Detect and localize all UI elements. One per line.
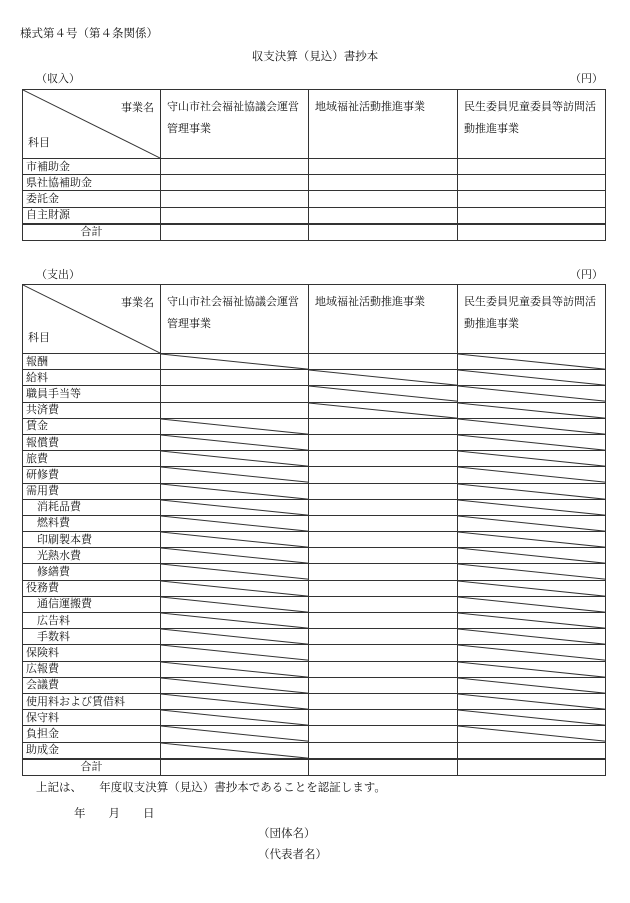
amount-cell[interactable] — [458, 661, 606, 677]
amount-cell[interactable] — [309, 710, 458, 726]
expense-row — [23, 515, 606, 531]
strike-through-line — [161, 710, 308, 725]
amount-cell[interactable] — [161, 386, 309, 402]
item-label: 会議費 — [23, 677, 161, 693]
column-header: 地域福祉活動推進事業 — [309, 285, 458, 354]
item-label: 市補助金 — [23, 159, 161, 175]
item-label: 旅費 — [23, 451, 161, 467]
total-amount-cell[interactable] — [458, 224, 606, 241]
amount-cell[interactable] — [309, 515, 458, 531]
expense-header-row — [23, 285, 606, 354]
amount-cell[interactable] — [309, 596, 458, 612]
total-amount-cell[interactable] — [309, 759, 458, 776]
amount-cell[interactable] — [309, 580, 458, 596]
amount-cell[interactable] — [161, 483, 309, 499]
amount-cell[interactable] — [309, 564, 458, 580]
expense-row — [23, 370, 606, 386]
column-header: 民生委員児童委員等訪問活動推進事業 — [458, 285, 606, 354]
amount-cell[interactable] — [161, 580, 309, 596]
amount-cell[interactable] — [309, 532, 458, 548]
amount-cell[interactable] — [161, 175, 309, 191]
expense-row — [23, 645, 606, 661]
strike-through-line — [161, 597, 308, 612]
amount-cell[interactable] — [458, 693, 606, 709]
total-amount-cell[interactable] — [309, 224, 458, 241]
item-label: 助成金 — [23, 742, 161, 759]
item-label: 広報費 — [23, 661, 161, 677]
strike-through-line — [458, 678, 605, 693]
expense-row — [23, 677, 606, 693]
strike-through-line — [458, 467, 605, 482]
amount-cell[interactable] — [161, 418, 309, 434]
amount-cell[interactable] — [161, 629, 309, 645]
amount-cell[interactable] — [309, 159, 458, 175]
strike-through-line — [161, 694, 308, 709]
amount-cell[interactable] — [309, 207, 458, 224]
strike-through-line — [458, 419, 605, 434]
amount-cell[interactable] — [161, 159, 309, 175]
column-header: 守山市社会福祉協議会運営管理事業 — [161, 90, 309, 159]
corner-item-label: 科目 — [28, 136, 50, 149]
expense-row — [23, 483, 606, 499]
strike-through-line — [458, 548, 605, 563]
strike-through-line — [161, 516, 308, 531]
certification-statement: 上記は、 年度収支決算（見込）書抄本であることを認証します。 — [36, 780, 386, 794]
expense-unit-label: （円） — [570, 268, 603, 281]
amount-cell[interactable] — [458, 483, 606, 499]
income-unit-label: （円） — [570, 72, 603, 85]
amount-cell[interactable] — [161, 548, 309, 564]
representative-name-label: （代表者名） — [258, 847, 327, 861]
amount-cell[interactable] — [309, 499, 458, 515]
amount-cell[interactable] — [458, 402, 606, 418]
amount-cell[interactable] — [309, 742, 458, 759]
expense-row — [23, 467, 606, 483]
amount-cell[interactable] — [458, 532, 606, 548]
expense-row — [23, 596, 606, 612]
total-amount-cell[interactable] — [161, 224, 309, 241]
item-label: 手数料 — [23, 629, 161, 645]
strike-through-line — [161, 726, 308, 741]
amount-cell[interactable] — [309, 645, 458, 661]
strike-through-line — [458, 726, 605, 741]
amount-cell[interactable] — [309, 451, 458, 467]
amount-cell[interactable] — [161, 191, 309, 207]
amount-cell[interactable] — [309, 175, 458, 191]
expense-row — [23, 742, 606, 759]
form-number: 様式第４号（第４条関係） — [20, 26, 158, 40]
strike-through-line — [161, 581, 308, 596]
total-amount-cell[interactable] — [458, 759, 606, 776]
strike-through-line — [458, 581, 605, 596]
income-row — [23, 207, 606, 224]
column-header: 民生委員児童委員等訪問活動推進事業 — [458, 90, 606, 159]
strike-through-line — [161, 662, 308, 677]
strike-through-line — [161, 484, 308, 499]
strike-through-line — [161, 629, 308, 644]
strike-through-line — [161, 645, 308, 660]
amount-cell[interactable] — [309, 191, 458, 207]
amount-cell[interactable] — [309, 693, 458, 709]
strike-through-line — [458, 370, 605, 385]
amount-cell[interactable] — [458, 645, 606, 661]
expense-row — [23, 580, 606, 596]
strike-through-line — [309, 403, 457, 418]
amount-cell[interactable] — [309, 613, 458, 629]
amount-cell[interactable] — [458, 467, 606, 483]
amount-cell[interactable] — [161, 499, 309, 515]
amount-cell[interactable] — [309, 434, 458, 450]
expense-row — [23, 402, 606, 418]
item-label: 共済費 — [23, 402, 161, 418]
strike-through-line — [161, 678, 308, 693]
amount-cell[interactable] — [309, 661, 458, 677]
amount-cell[interactable] — [161, 710, 309, 726]
expense-row — [23, 434, 606, 450]
amount-cell[interactable] — [458, 159, 606, 175]
strike-through-line — [458, 451, 605, 466]
strike-through-line — [161, 451, 308, 466]
amount-cell[interactable] — [309, 677, 458, 693]
total-row — [23, 224, 606, 241]
amount-cell[interactable] — [309, 548, 458, 564]
income-header-row — [23, 90, 606, 159]
date-line: 年 月 日 — [74, 806, 155, 820]
amount-cell[interactable] — [309, 726, 458, 742]
amount-cell[interactable] — [161, 613, 309, 629]
strike-through-line — [458, 500, 605, 515]
expense-section-label: （支出） — [36, 268, 80, 281]
expense-row — [23, 726, 606, 742]
amount-cell[interactable] — [309, 418, 458, 434]
income-table — [22, 89, 606, 241]
strike-through-line — [161, 548, 308, 563]
amount-cell[interactable] — [458, 742, 606, 759]
item-label: 燃料費 — [23, 515, 161, 531]
amount-cell[interactable] — [458, 548, 606, 564]
amount-cell[interactable] — [161, 661, 309, 677]
item-label: 職員手当等 — [23, 386, 161, 402]
amount-cell[interactable] — [309, 354, 458, 370]
expense-row — [23, 499, 606, 515]
amount-cell[interactable] — [458, 354, 606, 370]
amount-cell[interactable] — [458, 564, 606, 580]
strike-through-line — [161, 613, 308, 628]
amount-cell[interactable] — [161, 645, 309, 661]
strike-through-line — [161, 354, 308, 369]
item-label: 消耗品費 — [23, 499, 161, 515]
amount-cell[interactable] — [458, 434, 606, 450]
income-corner-cell — [23, 90, 161, 159]
total-row — [23, 759, 606, 776]
strike-through-line — [161, 435, 308, 450]
strike-through-line — [458, 484, 605, 499]
corner-item-label: 科目 — [28, 331, 50, 344]
expense-row — [23, 613, 606, 629]
strike-through-line — [458, 386, 605, 401]
amount-cell[interactable] — [309, 629, 458, 645]
strike-through-line — [458, 645, 605, 660]
income-row — [23, 191, 606, 207]
amount-cell[interactable] — [458, 370, 606, 386]
amount-cell[interactable] — [458, 451, 606, 467]
item-label: 印刷製本費 — [23, 532, 161, 548]
item-label: 需用費 — [23, 483, 161, 499]
strike-through-line — [458, 710, 605, 725]
organization-name-label: （団体名） — [258, 826, 316, 840]
expense-row — [23, 661, 606, 677]
expense-row — [23, 693, 606, 709]
income-section-label: （収入） — [36, 72, 80, 85]
expense-corner-cell — [23, 285, 161, 354]
item-label: 修繕費 — [23, 564, 161, 580]
expense-row — [23, 386, 606, 402]
total-amount-cell[interactable] — [161, 759, 309, 776]
amount-cell[interactable] — [458, 726, 606, 742]
column-header: 地域福祉活動推進事業 — [309, 90, 458, 159]
item-label: 委託金 — [23, 191, 161, 207]
strike-through-line — [458, 403, 605, 418]
item-label: 負担金 — [23, 726, 161, 742]
amount-cell[interactable] — [458, 677, 606, 693]
expense-row — [23, 418, 606, 434]
strike-through-line — [161, 564, 308, 579]
item-label: 広告料 — [23, 613, 161, 629]
strike-through-line — [458, 694, 605, 709]
strike-through-line — [458, 597, 605, 612]
amount-cell[interactable] — [458, 710, 606, 726]
amount-cell[interactable] — [161, 677, 309, 693]
expense-row — [23, 548, 606, 564]
amount-cell[interactable] — [161, 596, 309, 612]
amount-cell[interactable] — [458, 629, 606, 645]
amount-cell[interactable] — [458, 580, 606, 596]
amount-cell[interactable] — [458, 175, 606, 191]
amount-cell[interactable] — [161, 467, 309, 483]
strike-through-line — [161, 500, 308, 515]
strike-through-line — [458, 516, 605, 531]
strike-through-line — [161, 419, 308, 434]
item-label: 通信運搬費 — [23, 596, 161, 612]
strike-through-line — [309, 370, 457, 385]
amount-cell[interactable] — [161, 532, 309, 548]
expense-row — [23, 354, 606, 370]
strike-through-line — [458, 435, 605, 450]
expense-row — [23, 532, 606, 548]
amount-cell[interactable] — [309, 483, 458, 499]
expense-row — [23, 451, 606, 467]
corner-project-label: 事業名 — [121, 101, 154, 114]
amount-cell[interactable] — [309, 467, 458, 483]
expense-row — [23, 564, 606, 580]
amount-cell[interactable] — [458, 613, 606, 629]
corner-project-label: 事業名 — [121, 296, 154, 309]
income-row — [23, 159, 606, 175]
amount-cell[interactable] — [161, 693, 309, 709]
item-label: 県社協補助金 — [23, 175, 161, 191]
expense-row — [23, 629, 606, 645]
strike-through-line — [161, 532, 308, 547]
item-label: 光熱水費 — [23, 548, 161, 564]
income-row — [23, 175, 606, 191]
strike-through-line — [161, 743, 308, 758]
amount-cell[interactable] — [458, 499, 606, 515]
amount-cell[interactable] — [161, 726, 309, 742]
item-label: 報償費 — [23, 434, 161, 450]
amount-cell[interactable] — [458, 191, 606, 207]
amount-cell[interactable] — [309, 402, 458, 418]
amount-cell[interactable] — [309, 370, 458, 386]
expense-table — [22, 284, 606, 776]
amount-cell[interactable] — [458, 386, 606, 402]
item-label: 使用料および賃借料 — [23, 693, 161, 709]
total-label: 合計 — [23, 224, 161, 241]
amount-cell[interactable] — [458, 596, 606, 612]
amount-cell[interactable] — [309, 386, 458, 402]
strike-through-line — [458, 532, 605, 547]
document-title: 収支決算（見込）書抄本 — [251, 49, 379, 63]
column-header: 守山市社会福祉協議会運営管理事業 — [161, 285, 309, 354]
item-label: 自主財源 — [23, 207, 161, 224]
item-label: 保険料 — [23, 645, 161, 661]
amount-cell[interactable] — [161, 451, 309, 467]
amount-cell[interactable] — [458, 515, 606, 531]
strike-through-line — [458, 613, 605, 628]
strike-through-line — [458, 629, 605, 644]
strike-through-line — [458, 662, 605, 677]
amount-cell[interactable] — [161, 402, 309, 418]
total-label: 合計 — [23, 759, 161, 776]
item-label: 報酬 — [23, 354, 161, 370]
amount-cell[interactable] — [161, 370, 309, 386]
strike-through-line — [458, 354, 605, 369]
item-label: 役務費 — [23, 580, 161, 596]
expense-row — [23, 710, 606, 726]
item-label: 保守料 — [23, 710, 161, 726]
amount-cell[interactable] — [161, 434, 309, 450]
amount-cell[interactable] — [161, 354, 309, 370]
amount-cell[interactable] — [458, 207, 606, 224]
amount-cell[interactable] — [161, 742, 309, 759]
amount-cell[interactable] — [161, 515, 309, 531]
strike-through-line — [161, 467, 308, 482]
amount-cell[interactable] — [161, 207, 309, 224]
item-label: 研修費 — [23, 467, 161, 483]
item-label: 給料 — [23, 370, 161, 386]
amount-cell[interactable] — [161, 564, 309, 580]
item-label: 賃金 — [23, 418, 161, 434]
strike-through-line — [309, 386, 457, 401]
amount-cell[interactable] — [458, 418, 606, 434]
strike-through-line — [458, 564, 605, 579]
